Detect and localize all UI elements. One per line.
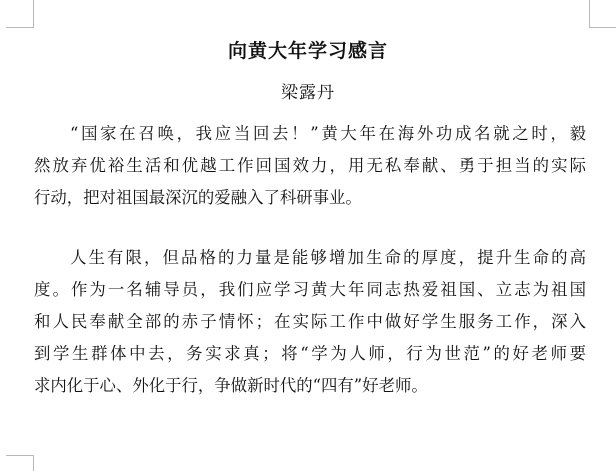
paragraph <box>34 242 586 402</box>
paragraph-line: 行动，把对祖国最深沉的爱融入了科研事业。 <box>34 188 362 207</box>
paragraph-line: “国家在召唤，我应当回去！”黄大年在海外功成名就之时，毅 <box>70 124 586 143</box>
crop-mark-bottom-left <box>6 455 34 456</box>
paragraph-line: 到学生群体中去，务实求真；将“学为人师，行为世范”的好老师要 <box>34 344 586 363</box>
crop-mark-top-left <box>6 27 34 28</box>
document-author: 梁露丹 <box>281 83 335 103</box>
paragraph-line: 然放弃优裕生活和优越工作回国效力，用无私奉献、勇于担当的实际 <box>34 156 586 175</box>
crop-mark-top-right <box>589 0 590 27</box>
paragraph-line: 和人民奉献全部的赤子情怀；在实际工作中做好学生服务工作，深入 <box>34 312 586 331</box>
crop-mark-top-left <box>33 0 34 27</box>
paragraph-line: 人生有限，但品格的力量是能够增加生命的厚度，提升生命的高 <box>70 248 586 267</box>
paragraph-line: 求内化于心、外化于行，争做新时代的“四有”好老师。 <box>34 376 428 395</box>
paragraph-line: 度。作为一名辅导员，我们应学习黄大年同志热爱祖国、立志为祖国 <box>34 280 586 299</box>
crop-mark-bottom-left <box>33 455 34 471</box>
crop-mark-top-right <box>589 27 616 28</box>
document-title: 向黄大年学习感言 <box>227 40 388 62</box>
paragraph <box>34 118 586 214</box>
